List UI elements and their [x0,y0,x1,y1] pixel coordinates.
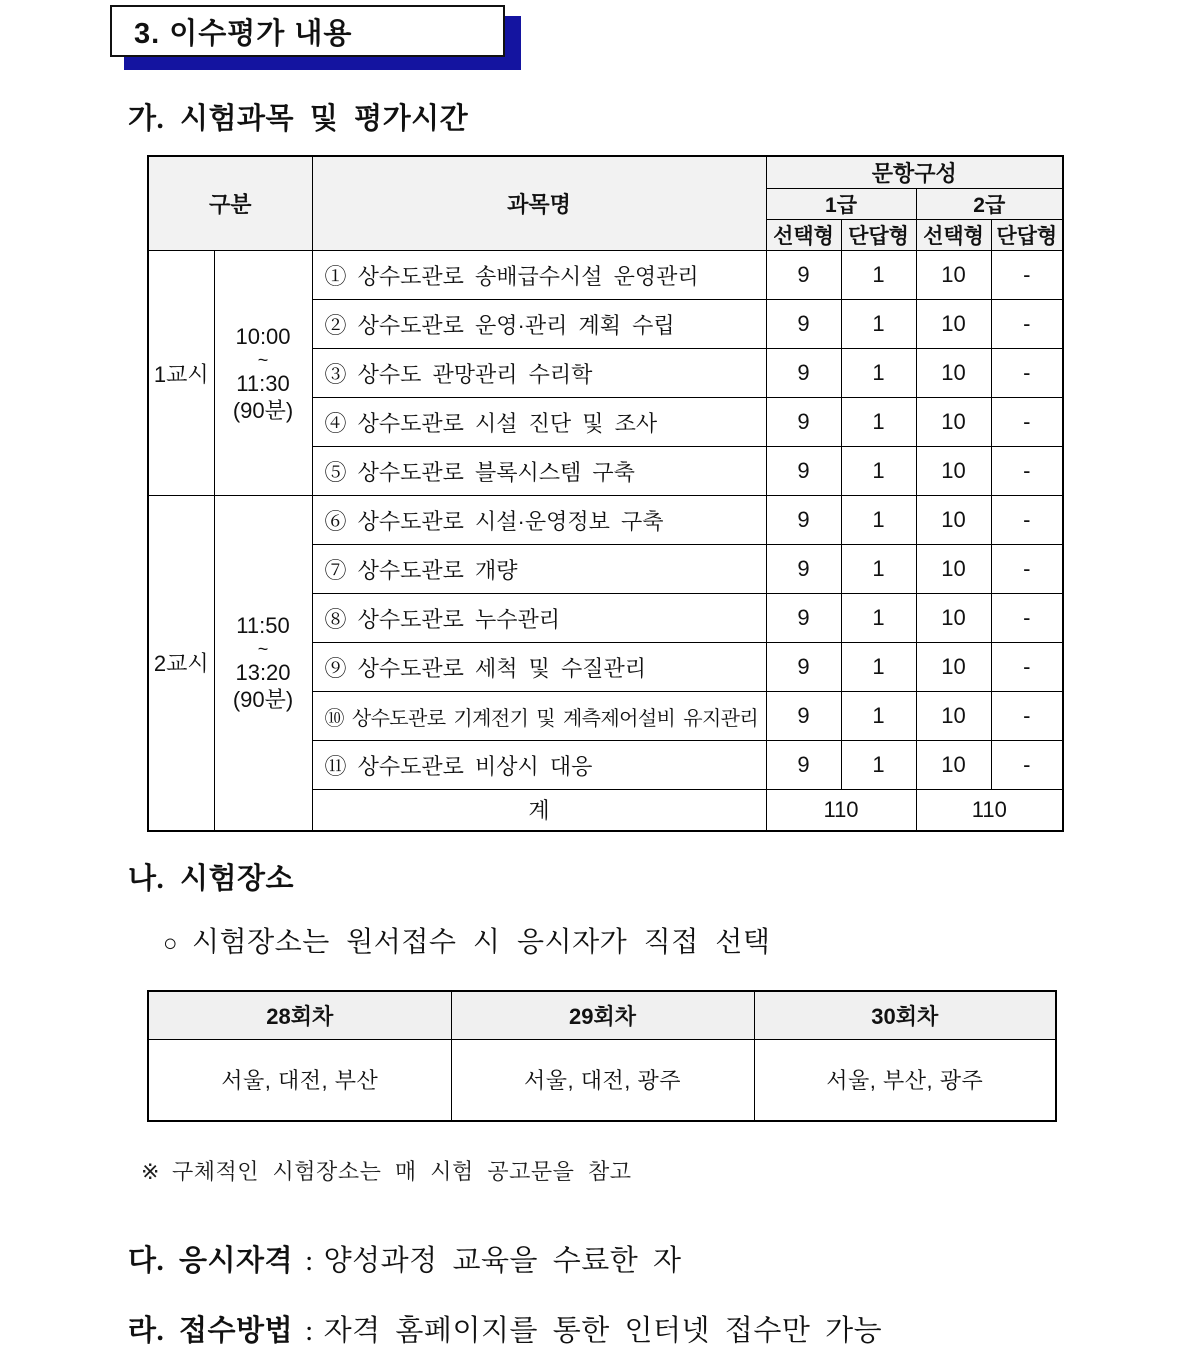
total-level2: 110 [916,790,1063,831]
round-29-header: 29회차 [451,991,754,1039]
subject-cell: ④ 상수도관로 시설 진단 및 조사 [312,398,766,447]
table-header-row [148,156,1063,189]
l2-choice-cell: 10 [916,594,991,643]
l1-choice-cell: 9 [766,300,841,349]
l2-short-cell: - [991,643,1063,692]
l1-short-cell: 1 [841,349,916,398]
subject-cell: ⑨ 상수도관로 세척 및 수질관리 [312,643,766,692]
l2-choice-cell: 10 [916,447,991,496]
header-l1-choice: 선택형 [766,220,841,251]
time-end: 11:30 [236,370,290,396]
time-tilde: ~ [257,349,269,370]
subject-cell: ⑧ 상수도관로 누수관리 [312,594,766,643]
l2-choice-cell: 10 [916,349,991,398]
subject-cell: ⑤ 상수도관로 블록시스템 구축 [312,447,766,496]
time-end: 13:20 [235,660,291,686]
header-l1-short: 단답형 [841,220,916,251]
l1-short-cell: 1 [841,643,916,692]
round-28-header: 28회차 [148,991,451,1039]
subject-cell: ① 상수도관로 송배급수시설 운영관리 [312,251,766,300]
section-b-heading: 나. 시험장소 [128,863,295,895]
l2-choice-cell: 10 [916,398,991,447]
subject-cell: ⑪ 상수도관로 비상시 대응 [312,741,766,790]
period-1-time [214,251,312,496]
l2-short-cell: - [991,447,1063,496]
page-title: 3. 이수평가 내용 [134,17,353,50]
l1-choice-cell: 9 [766,447,841,496]
table-row [148,1039,1056,1121]
subject-cell: ⑦ 상수도관로 개량 [312,545,766,594]
subject-cell: ⑥ 상수도관로 시설·운영정보 구축 [312,496,766,545]
section-c-label: 다. 응시자격 [128,1245,294,1277]
total-label: 계 [312,790,766,831]
exam-subjects-table [147,155,1064,832]
l1-choice-cell: 9 [766,496,841,545]
l2-choice-cell: 10 [916,741,991,790]
title-box [110,5,505,57]
l2-short-cell: - [991,741,1063,790]
l1-choice-cell: 9 [766,251,841,300]
header-gubun: 구분 [148,156,312,251]
time-start: 11:50 [236,613,290,639]
l1-choice-cell: 9 [766,349,841,398]
section-d-line [128,1308,882,1349]
l2-choice-cell: 10 [916,545,991,594]
time-duration: (90분) [232,397,294,423]
l1-short-cell: 1 [841,496,916,545]
period-2-time [214,496,312,831]
location-note [141,1155,632,1186]
table-row [148,251,1063,300]
l1-short-cell: 1 [841,447,916,496]
l2-short-cell: - [991,251,1063,300]
period-1-label: 1교시 [148,251,214,496]
l1-short-cell: 1 [841,594,916,643]
location-bullet-line [163,920,770,960]
exam-location-table [147,990,1057,1122]
round-29-cities: 서울, 대전, 광주 [451,1039,754,1121]
subject-cell: ② 상수도관로 운영·관리 계획 수립 [312,300,766,349]
round-30-cities: 서울, 부산, 광주 [754,1039,1056,1121]
l2-short-cell: - [991,496,1063,545]
l2-choice-cell: 10 [916,251,991,300]
period-2-label: 2교시 [148,496,214,831]
time-tilde: ~ [257,639,269,660]
l1-choice-cell: 9 [766,741,841,790]
l1-short-cell: 1 [841,692,916,741]
l1-choice-cell: 9 [766,594,841,643]
subject-cell: ⑩ 상수도관로 기계전기 및 계측제어설비 유지관리 [312,692,766,741]
table-header-row [148,991,1056,1039]
l1-choice-cell: 9 [766,692,841,741]
l1-choice-cell: 9 [766,398,841,447]
time-start: 10:00 [235,323,291,349]
section-d-text: 자격 홈페이지를 통한 인터넷 접수만 가능 [323,1315,883,1347]
colon-separator: : [305,1315,314,1347]
total-level1: 110 [766,790,916,831]
l2-short-cell: - [991,349,1063,398]
l2-choice-cell: 10 [916,692,991,741]
l2-short-cell: - [991,398,1063,447]
header-l2-short: 단답형 [991,220,1063,251]
time-duration: (90분) [232,687,294,713]
l1-short-cell: 1 [841,300,916,349]
round-30-header: 30회차 [754,991,1056,1039]
header-level1: 1급 [766,189,916,220]
circle-bullet-icon: ○ [163,931,178,957]
colon-separator: : [305,1245,314,1277]
header-l2-choice: 선택형 [916,220,991,251]
section-c-line [128,1238,682,1279]
l1-choice-cell: 9 [766,643,841,692]
l2-short-cell: - [991,300,1063,349]
l2-choice-cell: 10 [916,496,991,545]
header-subject: 과목명 [312,156,766,251]
reference-mark-icon: ※ [141,1159,160,1184]
section-a-heading: 가. 시험과목 및 평가시간 [128,103,469,135]
round-28-cities: 서울, 대전, 부산 [148,1039,451,1121]
l1-short-cell: 1 [841,545,916,594]
l2-short-cell: - [991,594,1063,643]
l2-choice-cell: 10 [916,300,991,349]
l2-short-cell: - [991,692,1063,741]
l1-short-cell: 1 [841,251,916,300]
l1-short-cell: 1 [841,398,916,447]
section-d-label: 라. 접수방법 [128,1315,294,1347]
section-c-text: 양성과정 교육을 수료한 자 [323,1245,682,1277]
subject-cell: ③ 상수도 관망관리 수리학 [312,349,766,398]
note-text: 구체적인 시험장소는 매 시험 공고문을 참고 [171,1159,632,1184]
l2-short-cell: - [991,545,1063,594]
header-level2: 2급 [916,189,1063,220]
bullet-text: 시험장소는 원서접수 시 응시자가 직접 선택 [192,927,771,958]
header-composition: 문항구성 [766,156,1063,189]
table-row [148,496,1063,545]
l2-choice-cell: 10 [916,643,991,692]
l1-short-cell: 1 [841,741,916,790]
l1-choice-cell: 9 [766,545,841,594]
